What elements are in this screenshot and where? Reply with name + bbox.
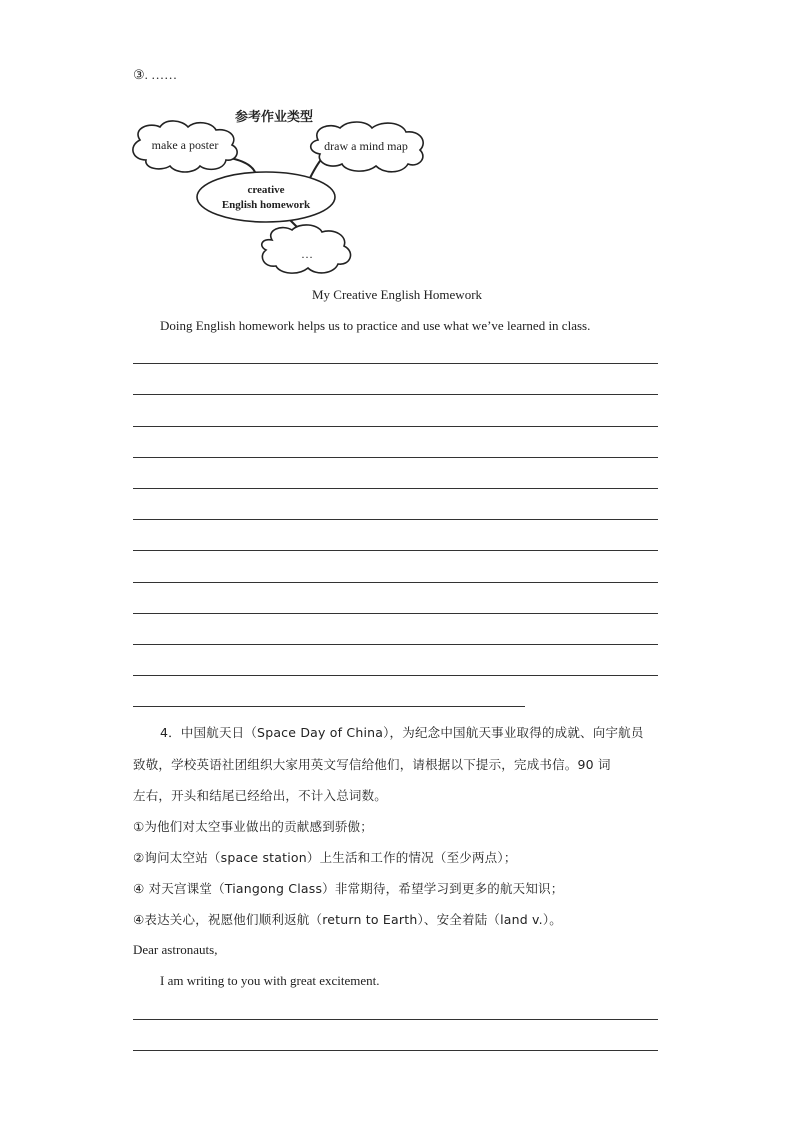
hint-point-1: ①为他们对太空事业做出的贡献感到骄傲； [133,819,374,834]
hint-point-3: ④ 对天宫课堂（Tiangong Class）非常期待，希望学习到更多的航天知识； [133,881,564,896]
writing-line[interactable] [133,675,658,676]
svg-text:English homework: English homework [221,199,311,211]
writing-line[interactable] [133,582,658,583]
hint-point-4: ④表达关心，祝愿他们顺利返航（return to Earth）、安全着陆（land v.）。 [133,912,563,927]
bubble-draw-a-mind-map [311,122,423,172]
writing-line[interactable] [133,426,658,427]
question-4-line-3: 左右，开头和结尾已经给出，不计入总词数。 [133,788,388,803]
writing-line[interactable] [133,519,658,520]
question-4-line-2: 致敬，学校英语社团组织大家用英文写信给他们，请根据以下提示，完成书信。90 词 [133,757,611,772]
letter-opening-sentence: I am writing to you with great excitement. [160,973,380,988]
essay-title: My Creative English Homework [311,287,483,302]
writing-line[interactable] [133,457,658,458]
svg-text:creative: creative [247,184,285,196]
svg-text:draw a mind map: draw a mind map [324,139,408,153]
center-node [197,172,335,222]
writing-line[interactable] [133,1050,658,1051]
bubble-make-a-poster [133,121,237,172]
svg-text:…: … [301,247,313,261]
writing-line[interactable] [133,363,658,364]
writing-line[interactable] [133,644,658,645]
writing-line[interactable] [133,1019,658,1020]
homework-types-diagram [0,100,794,390]
question-4-line-1: 4．中国航天日（Space Day of China），为纪念中国航天事业取得的成就、向宇航员 [160,725,644,740]
essay-opening-sentence: Doing English homework helps us to practice and use what we’ve learned in class. [160,318,591,333]
hint-point-2: ②询问太空站（space station）上生活和工作的情况（至少两点）； [133,850,517,865]
diagram-title [235,109,313,124]
item-3-ellipsis: ③. …… [133,67,178,82]
letter-salutation: Dear astronauts, [133,942,218,957]
writing-line[interactable] [133,488,658,489]
svg-text:参考作业类型: 参考作业类型 [234,109,314,124]
bubble-ellipsis [262,225,351,273]
writing-line-short[interactable] [133,706,525,707]
svg-text:make a poster: make a poster [151,138,219,152]
writing-line[interactable] [133,550,658,551]
writing-line[interactable] [133,613,658,614]
writing-line[interactable] [133,394,658,395]
